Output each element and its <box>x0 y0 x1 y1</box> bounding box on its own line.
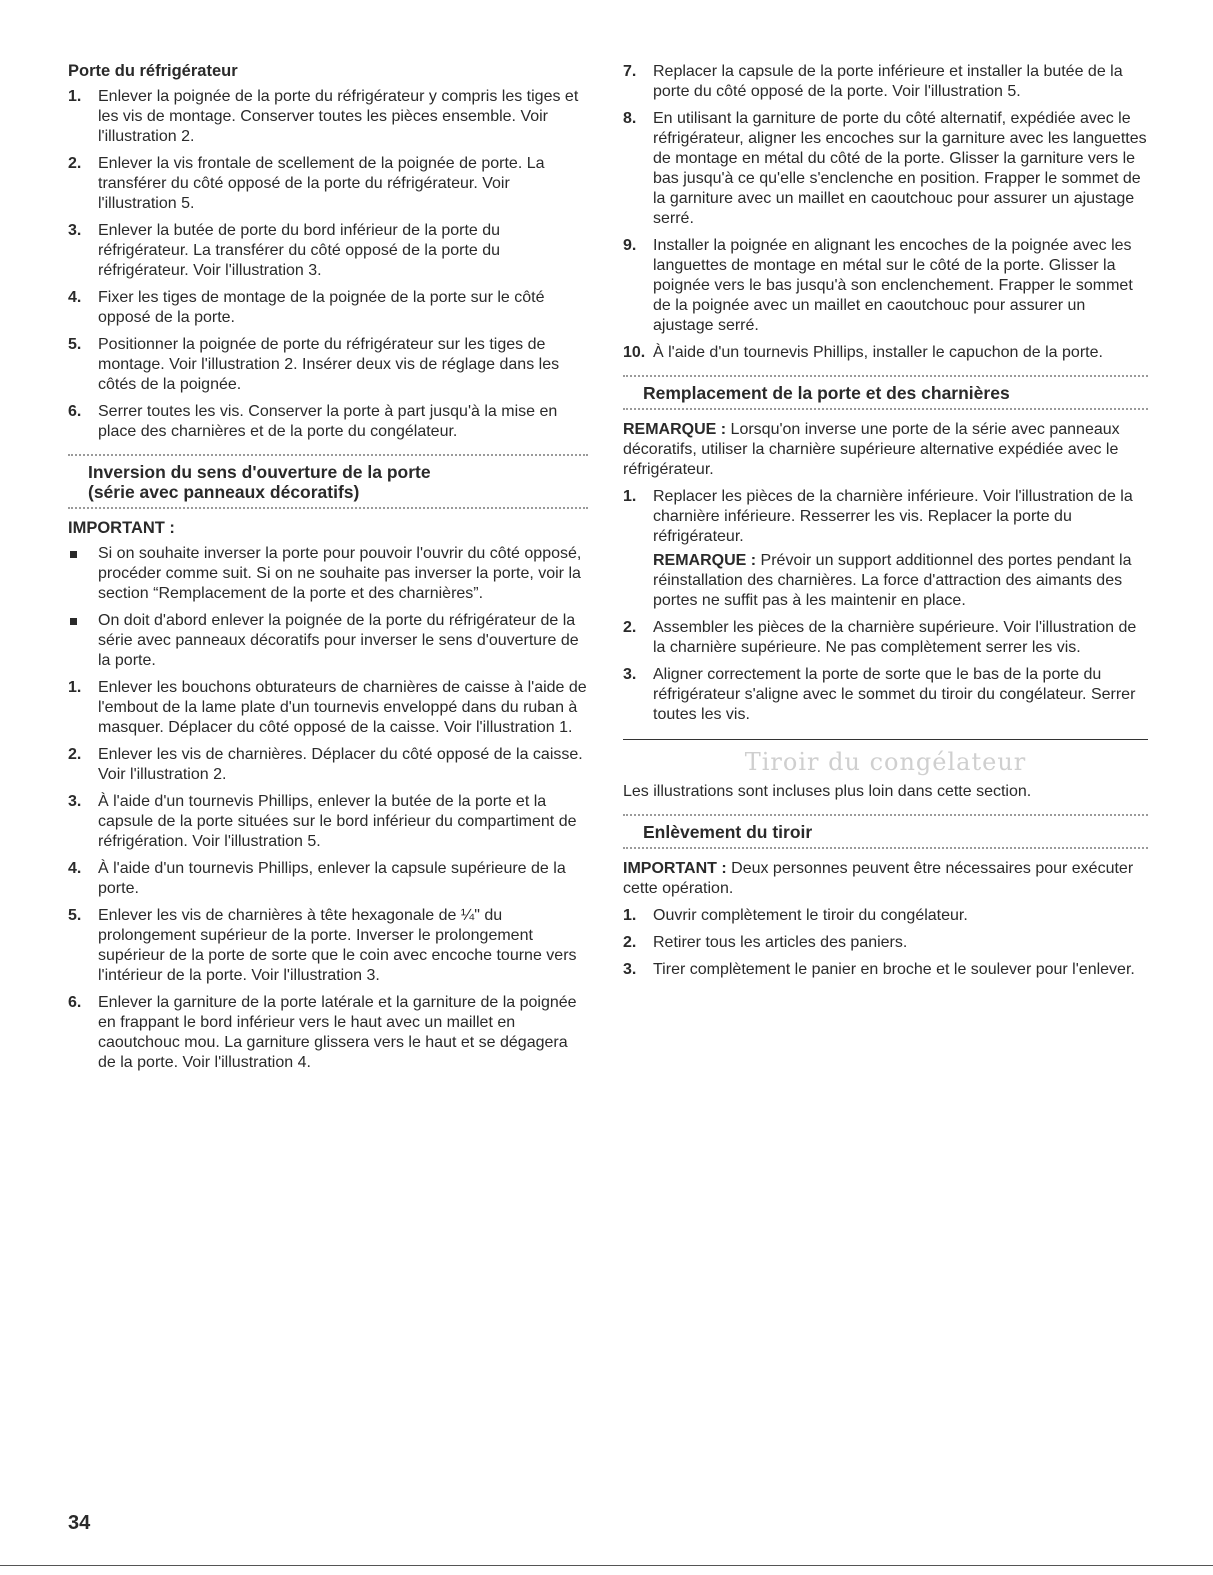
step-text: Assembler les pièces de la charnière supérieure. Voir l'illustration de la charnière supérieure. Ne pas complètement serrer les vis. <box>653 619 1137 656</box>
list-item <box>68 154 588 214</box>
list-item <box>623 343 1148 363</box>
list-item <box>68 611 588 671</box>
step-text: Aligner correctement la porte de sorte que le bas de la porte du réfrigérateur s'aligne avec le sommet du tiroir du congélateur. Serrer toutes les vis. <box>653 666 1136 723</box>
step-number: 3. <box>68 222 82 239</box>
step-number: 10. <box>623 344 646 361</box>
step-text: À l'aide d'un tournevis Phillips, installer le capuchon de la porte. <box>653 344 1103 361</box>
section-title-line-2: (série avec panneaux décoratifs) <box>88 482 360 502</box>
list-item <box>623 665 1148 725</box>
step-note <box>653 551 1148 611</box>
remarque-paragraph <box>623 420 1148 480</box>
steps-list-continued <box>623 62 1148 363</box>
bullet-text: Si on souhaite inverser la porte pour pouvoir l'ouvrir du côté opposé, procéder comme suit. Si on ne souhaite pas inverser la porte, voir la section “Remplacement de la porte et des charnières”. <box>98 545 582 602</box>
bullet-list <box>68 544 588 671</box>
step-number: 1. <box>68 88 82 105</box>
step-number: 2. <box>68 746 82 763</box>
note-text: Prévoir un support additionnel des portes pendant la réinstallation des charnières. La force d'attraction des aimants des portes ne suffit pas à les maintenir en place. <box>653 552 1132 609</box>
list-item <box>68 678 588 738</box>
list-item <box>623 236 1148 336</box>
list-item <box>623 933 1148 953</box>
section-header-remplacement <box>623 375 1148 410</box>
list-item <box>623 109 1148 229</box>
step-text: Replacer la capsule de la porte inférieure et installer la butée de la porte du côté opposé de la porte. Voir l'illustration 5. <box>653 63 1123 100</box>
step-text: Retirer tous les articles des paniers. <box>653 934 908 951</box>
step-text: Installer la poignée en alignant les encoches de la poignée avec les languettes de montage en métal sur le côté de la porte. Glisser la poignée vers le bas jusqu'à son enclenchement. Frapper le sommet de la poignée avec un maillet en caoutchouc pour assurer un ajustage serré. <box>653 237 1133 334</box>
step-number: 6. <box>68 994 82 1011</box>
footer-rule <box>0 1565 1213 1566</box>
section-title-line-1: Inversion du sens d'ouverture de la porte <box>88 462 431 482</box>
step-text: Tirer complètement le panier en broche et le soulever pour l'enlever. <box>653 961 1135 978</box>
step-number: 7. <box>623 63 637 80</box>
heading-porte-refrigerateur: Porte du réfrigérateur <box>68 62 238 80</box>
bullet-text: On doit d'abord enlever la poignée de la porte du réfrigérateur de la série avec panneaux décoratifs pour inverser le sens d'ouverture de la porte. <box>98 612 579 669</box>
list-item <box>68 906 588 986</box>
list-item <box>623 960 1148 980</box>
step-text: Enlever les bouchons obturateurs de charnières de caisse à l'aide de l'embout de la lame plate d'un tournevis enveloppé dans du ruban à masquer. Déplacer du côté opposé de la caisse. Voir l'illustration 1. <box>98 679 587 736</box>
section-title <box>68 456 588 507</box>
step-text: À l'aide d'un tournevis Phillips, enlever la butée de la porte et la capsule de la porte situées sur le bord inférieur du compartiment de réfrigération. Voir l'illustration 5. <box>98 793 577 850</box>
list-item <box>68 544 588 604</box>
chapter-intro: Les illustrations sont incluses plus loin dans cette section. <box>623 783 1032 800</box>
important-label: IMPORTANT : <box>68 519 175 537</box>
bullet-square-icon <box>70 551 77 558</box>
remarque-text: Lorsqu'on inverse une porte de la série avec panneaux décoratifs, utiliser la charnière supérieure alternative expédiée avec le réfrigérateur. <box>623 421 1120 478</box>
list-item <box>68 745 588 785</box>
step-text: Enlever les vis de charnières à tête hexagonale de ¼" du prolongement supérieur de la porte. Inverser le prolongement supérieur de la porte de sorte que le coin avec encoche tourne vers l'intérieur de la porte. Voir l'illustration 3. <box>98 907 577 984</box>
divider <box>623 847 1148 849</box>
list-item <box>623 906 1148 926</box>
left-column <box>68 62 588 1080</box>
step-number: 5. <box>68 907 82 924</box>
list-item <box>623 618 1148 658</box>
section-header-enlevement <box>623 814 1148 849</box>
list-item <box>68 993 588 1073</box>
list-item <box>68 87 588 147</box>
step-text: Enlever la poignée de la porte du réfrigérateur y compris les tiges et les vis de montage. Conserver toutes les pièces ensemble. Voir l'illustration 2. <box>98 88 579 145</box>
step-text: Fixer les tiges de montage de la poignée de la porte sur le côté opposé de la porte. <box>98 289 545 326</box>
step-text: Enlever la butée de porte du bord inférieur de la porte du réfrigérateur. La transférer du côté opposé de la porte du réfrigérateur. Voir l'illustration 3. <box>98 222 501 279</box>
important-paragraph <box>623 859 1148 899</box>
list-item <box>68 335 588 395</box>
step-number: 4. <box>68 289 82 306</box>
chapter-title: Tiroir du congélateur <box>744 748 1027 776</box>
step-text: Enlever la garniture de la porte latérale et la garniture de la poignée en frappant le bord inférieur vers le haut avec un maillet en caoutchouc mou. La garniture glissera vers le haut et se dégagera de la porte. Voir l'illustration 4. <box>98 994 577 1071</box>
important-text: Deux personnes peuvent être nécessaires pour exécuter cette opération. <box>623 860 1134 897</box>
list-item <box>623 487 1148 611</box>
step-text: Ouvrir complètement le tiroir du congélateur. <box>653 907 968 924</box>
step-number: 9. <box>623 237 637 254</box>
steps-list-1 <box>68 87 588 442</box>
list-item <box>68 792 588 852</box>
section-title: Enlèvement du tiroir <box>643 822 813 842</box>
step-number: 1. <box>623 488 637 505</box>
step-number: 2. <box>68 155 82 172</box>
divider <box>623 408 1148 410</box>
step-number: 3. <box>623 666 637 683</box>
step-number: 3. <box>623 961 637 978</box>
steps-list-4 <box>623 906 1148 980</box>
right-column <box>623 62 1148 987</box>
remarque-label: REMARQUE : <box>623 421 727 438</box>
step-number: 3. <box>68 793 82 810</box>
list-item <box>68 402 588 442</box>
steps-list-3 <box>623 487 1148 725</box>
step-text: Enlever les vis de charnières. Déplacer du côté opposé de la caisse. Voir l'illustration 2. <box>98 746 583 783</box>
list-item <box>68 859 588 899</box>
divider <box>68 507 588 509</box>
step-text: Replacer les pièces de la charnière inférieure. Voir l'illustration de la charnière inférieure. Resserrer les vis. Replacer la porte du réfrigérateur. <box>653 488 1133 545</box>
step-number: 1. <box>68 679 82 696</box>
step-text: Serrer toutes les vis. Conserver la porte à part jusqu'à la mise en place des charnières et de la porte du congélateur. <box>98 403 558 440</box>
step-number: 5. <box>68 336 82 353</box>
step-number: 2. <box>623 934 637 951</box>
section-title: Remplacement de la porte et des charnières <box>643 383 1010 403</box>
step-text: Positionner la poignée de porte du réfrigérateur sur les tiges de montage. Voir l'illustration 2. Insérer deux vis de réglage dans les côtés de la poignée. <box>98 336 560 393</box>
page-number: 34 <box>68 1512 91 1534</box>
step-number: 6. <box>68 403 82 420</box>
list-item <box>68 288 588 328</box>
bullet-square-icon <box>70 618 77 625</box>
step-text: En utilisant la garniture de porte du côté alternatif, expédiée avec le réfrigérateur, aligner les encoches sur la garniture avec les languettes de montage en métal du côté de la porte. Glisser la garniture vers le bas jusqu'à ce qu'elle s'enclenche en position. Frapper le sommet de la garniture avec un maillet en caoutchouc pour assurer un ajustage serré. <box>653 110 1147 227</box>
step-number: 2. <box>623 619 637 636</box>
step-text: Enlever la vis frontale de scellement de la poignée de porte. La transférer du côté opposé de la porte du réfrigérateur. Voir l'illustration 5. <box>98 155 545 212</box>
steps-list-2 <box>68 678 588 1073</box>
step-number: 8. <box>623 110 637 127</box>
chapter-rule <box>623 739 1148 740</box>
list-item <box>68 221 588 281</box>
step-text: À l'aide d'un tournevis Phillips, enlever la capsule supérieure de la porte. <box>98 860 566 897</box>
important-label: IMPORTANT : <box>623 860 727 877</box>
note-label: REMARQUE : <box>653 552 757 569</box>
step-number: 1. <box>623 907 637 924</box>
section-header-inversion <box>68 454 588 509</box>
step-number: 4. <box>68 860 82 877</box>
list-item <box>623 62 1148 102</box>
